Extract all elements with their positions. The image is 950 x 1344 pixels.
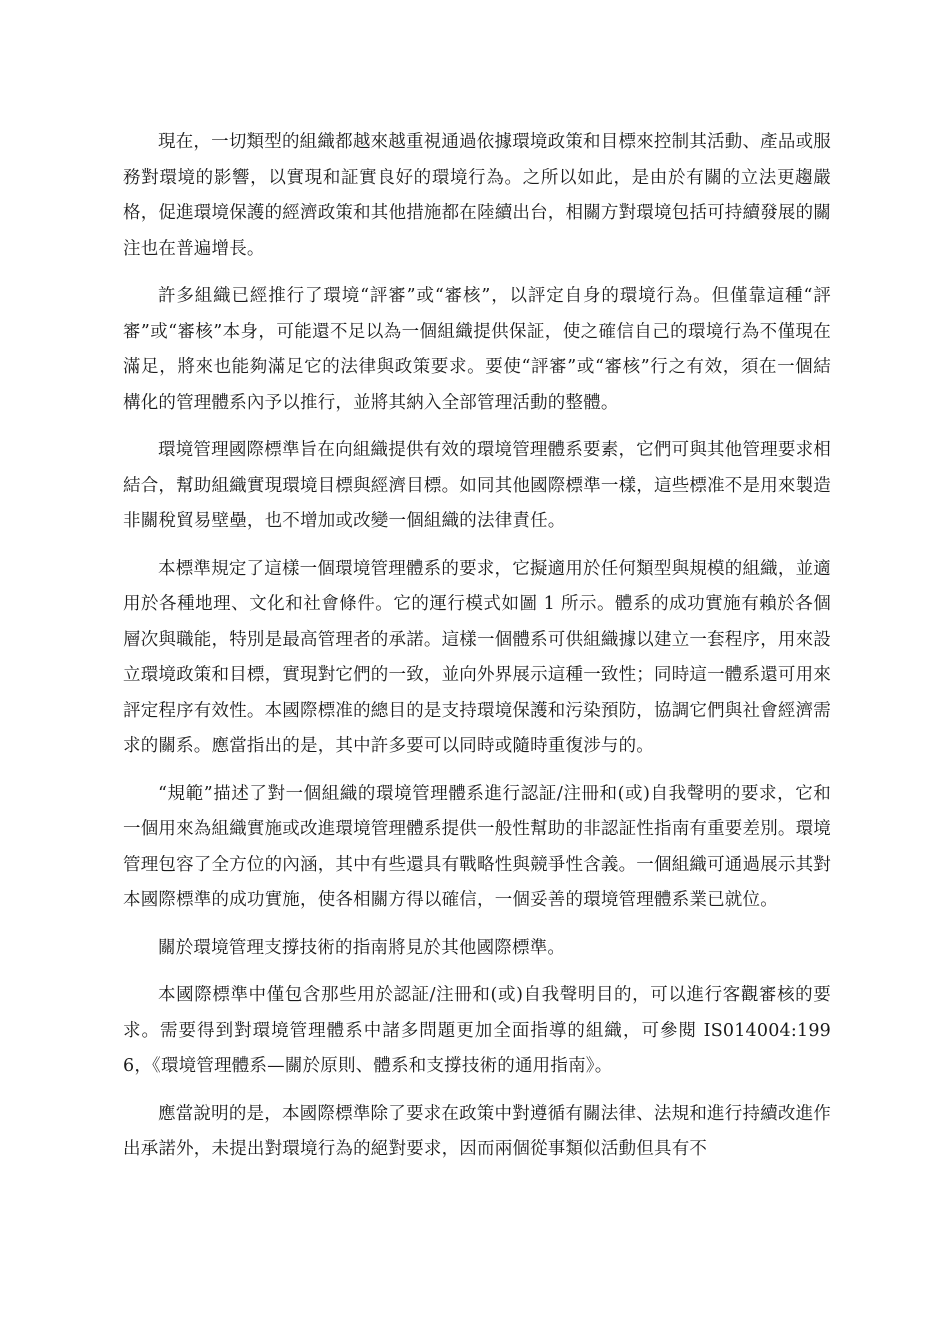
paragraph-8: 應當說明的是，本國際標準除了要求在政策中對遵循有關法律、法規和進行持續改進作出承諾外，未提出對環境行為的絕對要求，因而兩個從事類似活動但具有不 — [123, 1103, 831, 1159]
paragraph-5: “規範”描述了對一個組織的環境管理體系進行認証/注冊和(或)自我聲明的要求，它和一個用來為組織實施或改進環境管理體系提供一般性幫助的非認証性指南有重要差別。環境管理包容了全方位的內涵，其中有些還具有戰略性與競爭性含義。一個組織可通過展示其對本國際標準的成功實施，使各相關方得以確信，一個妥善的環境管理體系業已就位。 — [123, 783, 831, 910]
paragraph-4: 本標準規定了這樣一個環境管理體系的要求，它擬適用於任何類型與規模的組織，並適用於各種地理、文化和社會條件。它的運行模式如圖 1 所示。體系的成功實施有賴於各個層次與職能，特別是最高管理者的承諾。這樣一個體系可供組織據以建立一套程序，用來設立環境政策和目標，實現對它們的一致，並向外界展示這種一致性；同時這一體系還可用來評定程序有效性。本國際標准的總目的是支持環境保護和污染預防，協調它們與社會經濟需求的關系。應當指出的是，其中許多要可以同時或隨時重復涉与的。 — [123, 558, 831, 756]
paragraph-1: 現在，一切類型的組織都越來越重視通過依據環境政策和目標來控制其活動、產品或服務對環境的影響，以實現和証實良好的環境行為。之所以如此，是由於有關的立法更趨嚴格，促進環境保護的經濟政策和其他措施都在陸續出台，相關方對環境包括可持續發展的關注也在普遍增長。 — [123, 132, 831, 259]
paragraph-3: 環境管理國際標準旨在向組織提供有效的環境管理體系要素，它們可與其他管理要求相結合，幫助組織實現環境目標與經濟目標。如同其他國際標準一樣，這些標准不是用來製造非關稅貿易壁壘，也不增加或改變一個組織的法律責任。 — [123, 440, 831, 531]
document-body — [123, 125, 831, 1180]
paragraph-2: 許多組織已經推行了環境“評審”或“審核”，以評定自身的環境行為。但僅靠這種“評審”或“審核”本身，可能還不足以為一個組織提供保証，使之確信自己的環境行為不僅現在滿足，將來也能夠滿足它的法律與政策要求。要使“評審”或“審核”行之有效，須在一個結構化的管理體系內予以推行，並將其納入全部管理活動的整體。 — [123, 286, 831, 413]
paragraph-7: 本國際標準中僅包含那些用於認証/注冊和(或)自我聲明目的，可以進行客觀審核的要求。需要得到對環境管理體系中諸多問題更加全面指導的組織，可參閱 IS014004:1996，《環境管理體系—關於原則、體系和支撐技術的通用指南》。 — [123, 985, 831, 1076]
paragraph-6: 關於環境管理支撐技術的指南將見於其他國際標準。 — [158, 937, 566, 958]
